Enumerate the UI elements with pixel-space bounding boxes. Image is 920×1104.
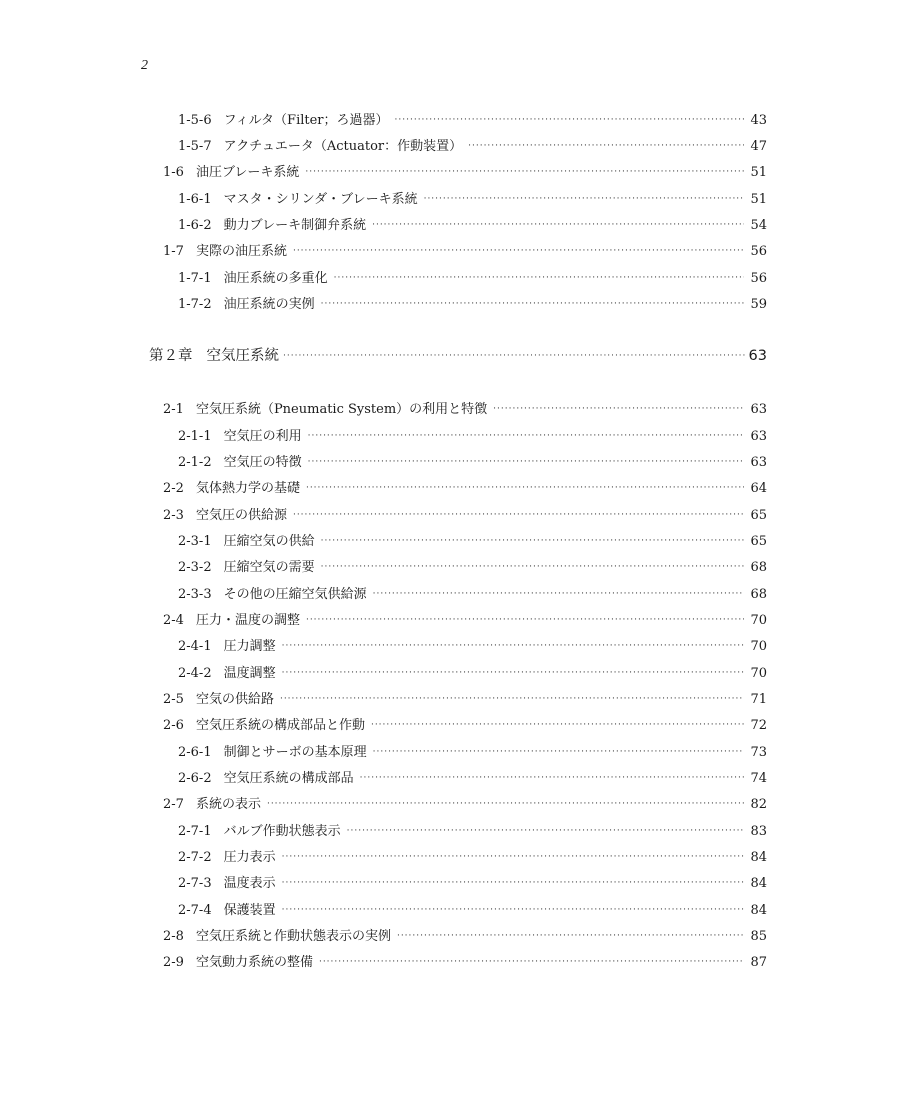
toc-entry-title: フィルタ（Filter；ろ過器） bbox=[223, 113, 389, 128]
toc-entry-title: 空気圧系統（Pneumatic System）の利用と特徴 bbox=[195, 402, 488, 417]
toc-entry bbox=[163, 611, 767, 631]
toc-entry-number: 第２章 bbox=[149, 348, 193, 364]
toc-dot-leader bbox=[282, 663, 745, 683]
toc-entry bbox=[178, 137, 767, 157]
toc-entry bbox=[163, 479, 767, 499]
toc-entry-title: 圧力調整 bbox=[223, 639, 276, 654]
toc-entry-title: 空気圧系統 bbox=[206, 348, 279, 364]
toc-entry-page: 59 bbox=[750, 297, 767, 312]
toc-entry-page: 63 bbox=[750, 455, 767, 470]
toc-entry-page: 71 bbox=[750, 692, 767, 707]
toc-dot-leader bbox=[321, 557, 745, 577]
toc-entry bbox=[178, 532, 767, 552]
toc-entry-page: 70 bbox=[750, 639, 767, 654]
toc-dot-leader bbox=[360, 768, 745, 788]
toc-dot-leader bbox=[321, 294, 745, 314]
toc-entry-number: 2-7-1 bbox=[178, 824, 212, 839]
toc-entry bbox=[163, 400, 767, 420]
toc-entry bbox=[178, 743, 767, 763]
toc-dot-leader bbox=[372, 215, 744, 235]
toc-dot-leader bbox=[306, 478, 745, 498]
toc-entry-page: 65 bbox=[750, 534, 767, 549]
toc-entry-page: 64 bbox=[750, 481, 767, 496]
toc-entry-title: 温度表示 bbox=[223, 876, 276, 891]
toc-dot-leader bbox=[293, 241, 745, 261]
toc-dot-leader bbox=[468, 136, 744, 156]
toc-entry-page: 70 bbox=[750, 666, 767, 681]
toc-entry-title: 油圧ブレーキ系統 bbox=[195, 165, 300, 180]
toc-entry bbox=[163, 953, 767, 973]
toc-entry-title: その他の圧縮空気供給源 bbox=[223, 587, 367, 602]
toc-entry-page: 51 bbox=[750, 165, 767, 180]
toc-entry-title: 空気圧の供給源 bbox=[195, 508, 287, 523]
toc-entry bbox=[178, 269, 767, 289]
toc-entry-page: 63 bbox=[748, 348, 767, 364]
toc-entry bbox=[178, 190, 767, 210]
toc-entry-page: 65 bbox=[750, 508, 767, 523]
toc-entry-title: 油圧系統の多重化 bbox=[223, 271, 328, 286]
toc-entry-number: 2-3-3 bbox=[178, 587, 212, 602]
toc-entry-number: 1-7-2 bbox=[178, 297, 212, 312]
toc-dot-leader bbox=[424, 189, 745, 209]
toc-entry-title: 空気圧の特徴 bbox=[223, 455, 302, 470]
toc-entry-title: マスタ・シリンダ・ブレーキ系統 bbox=[223, 192, 418, 207]
toc-dot-leader bbox=[493, 399, 744, 419]
toc-entry-title: 保護装置 bbox=[223, 903, 276, 918]
toc-entry-number: 2-6-1 bbox=[178, 745, 212, 760]
toc-entry bbox=[178, 664, 767, 684]
toc-entry-number: 1-6-2 bbox=[178, 218, 212, 233]
toc-entry-page: 82 bbox=[750, 797, 767, 812]
toc-dot-leader bbox=[395, 110, 745, 130]
toc-entry bbox=[178, 295, 767, 315]
toc-entry-title: アクチュエータ（Actuator：作動装置） bbox=[223, 139, 463, 154]
toc-entry bbox=[163, 690, 767, 710]
toc-dot-leader bbox=[373, 742, 745, 762]
toc-entry-page: 68 bbox=[750, 560, 767, 575]
toc-entry-number: 1-7-1 bbox=[178, 271, 212, 286]
toc-entry-number: 2-5 bbox=[163, 692, 184, 707]
toc-dot-leader bbox=[280, 689, 745, 709]
toc-entry-title: バルブ作動状態表示 bbox=[223, 824, 341, 839]
toc-entry-number: 2-6-2 bbox=[178, 771, 212, 786]
toc-entry bbox=[178, 901, 767, 921]
toc-dot-leader bbox=[321, 531, 745, 551]
toc-entry-number: 2-4-2 bbox=[178, 666, 212, 681]
toc-entry-page: 87 bbox=[750, 955, 767, 970]
toc-entry-title: 空気動力系統の整備 bbox=[195, 955, 313, 970]
toc-entry bbox=[178, 822, 767, 842]
toc-dot-leader bbox=[282, 636, 745, 656]
toc-dot-leader bbox=[282, 847, 745, 867]
toc-dot-leader bbox=[308, 452, 745, 472]
toc-entry-title: 制御とサーボの基本原理 bbox=[223, 745, 367, 760]
toc-entry-number: 2-1-2 bbox=[178, 455, 212, 470]
toc-entry-title: 空気圧系統の構成部品と作動 bbox=[195, 718, 365, 733]
toc-dot-leader bbox=[397, 926, 745, 946]
toc-entry bbox=[178, 558, 767, 578]
toc-entry bbox=[163, 163, 767, 183]
toc-dot-leader bbox=[293, 505, 745, 525]
toc-entry bbox=[178, 874, 767, 894]
toc-chapter-entry bbox=[149, 346, 767, 366]
toc-entry-number: 1-7 bbox=[163, 244, 184, 259]
toc-entry bbox=[163, 795, 767, 815]
toc-entry-title: 圧縮空気の需要 bbox=[223, 560, 315, 575]
toc-dot-leader bbox=[308, 426, 745, 446]
toc-entry-title: 空気圧の利用 bbox=[223, 429, 302, 444]
toc-entry-number: 2-7-3 bbox=[178, 876, 212, 891]
toc-entry-page: 84 bbox=[750, 876, 767, 891]
toc-entry bbox=[178, 637, 767, 657]
toc-entry-page: 70 bbox=[750, 613, 767, 628]
toc-dot-leader bbox=[347, 821, 745, 841]
toc-entry-number: 2-6 bbox=[163, 718, 184, 733]
toc-entry-number: 1-6-1 bbox=[178, 192, 212, 207]
toc-dot-leader bbox=[305, 162, 744, 182]
toc-entry-title: 系統の表示 bbox=[195, 797, 261, 812]
toc-dot-leader bbox=[283, 346, 745, 366]
toc-dot-leader bbox=[282, 873, 745, 893]
toc-entry-number: 2-7 bbox=[163, 797, 184, 812]
toc-entry-number: 2-3-1 bbox=[178, 534, 212, 549]
toc-dot-leader bbox=[319, 952, 745, 972]
toc-dot-leader bbox=[334, 268, 745, 288]
toc-entry-page: 47 bbox=[750, 139, 767, 154]
toc-entry-number: 2-9 bbox=[163, 955, 184, 970]
toc-entry-page: 56 bbox=[750, 244, 767, 259]
toc-entry-page: 85 bbox=[750, 929, 767, 944]
toc-entry-page: 84 bbox=[750, 903, 767, 918]
toc-entry-page: 72 bbox=[750, 718, 767, 733]
toc-entry bbox=[163, 716, 767, 736]
toc-entry-number: 2-1 bbox=[163, 402, 184, 417]
toc-entry-title: 圧力・温度の調整 bbox=[195, 613, 300, 628]
toc-entry-page: 43 bbox=[750, 113, 767, 128]
toc-dot-leader bbox=[282, 900, 745, 920]
toc-entry-page: 83 bbox=[750, 824, 767, 839]
toc-entry-number: 2-3-2 bbox=[178, 560, 212, 575]
toc-entry bbox=[178, 585, 767, 605]
toc-entry-page: 51 bbox=[750, 192, 767, 207]
toc-entry-page: 73 bbox=[750, 745, 767, 760]
toc-entry-number: 2-4-1 bbox=[178, 639, 212, 654]
toc-entry bbox=[178, 848, 767, 868]
page-number: 2 bbox=[141, 58, 148, 73]
toc-entry-title: 動力ブレーキ制御弁系統 bbox=[223, 218, 367, 233]
toc-entry bbox=[178, 769, 767, 789]
toc-entry-title: 温度調整 bbox=[223, 666, 276, 681]
toc-entry-number: 1-5-6 bbox=[178, 113, 212, 128]
toc-entry-number: 2-8 bbox=[163, 929, 184, 944]
toc-entry-number: 1-5-7 bbox=[178, 139, 212, 154]
toc-entry-title: 圧力表示 bbox=[223, 850, 276, 865]
toc-dot-leader bbox=[371, 715, 745, 735]
toc-entry-number: 2-1-1 bbox=[178, 429, 212, 444]
toc-entry-number: 2-4 bbox=[163, 613, 184, 628]
toc-entry-page: 63 bbox=[750, 402, 767, 417]
toc-entry bbox=[178, 216, 767, 236]
toc-entry-title: 空気の供給路 bbox=[195, 692, 274, 707]
toc-entry-number: 1-6 bbox=[163, 165, 184, 180]
toc-entry-page: 68 bbox=[750, 587, 767, 602]
toc-dot-leader bbox=[306, 610, 745, 630]
toc-entry-number: 2-2 bbox=[163, 481, 184, 496]
toc-entry-page: 54 bbox=[750, 218, 767, 233]
toc-entry bbox=[163, 927, 767, 947]
toc-entry-number: 2-7-4 bbox=[178, 903, 212, 918]
toc-entry-title: 実際の油圧系統 bbox=[195, 244, 287, 259]
toc-entry-title: 気体熱力学の基礎 bbox=[195, 481, 300, 496]
toc-entry-page: 84 bbox=[750, 850, 767, 865]
toc-entry-page: 74 bbox=[750, 771, 767, 786]
toc-entry-title: 油圧系統の実例 bbox=[223, 297, 315, 312]
toc-entry-title: 空気圧系統の構成部品 bbox=[223, 771, 354, 786]
toc-entry-page: 56 bbox=[750, 271, 767, 286]
toc-entry bbox=[178, 111, 767, 131]
toc-entry-number: 2-7-2 bbox=[178, 850, 212, 865]
toc-entry bbox=[178, 453, 767, 473]
toc-entry-title: 圧縮空気の供給 bbox=[223, 534, 315, 549]
toc-entry-title: 空気圧系統と作動状態表示の実例 bbox=[195, 929, 391, 944]
toc-entry-number: 2-3 bbox=[163, 508, 184, 523]
toc-entry bbox=[163, 506, 767, 526]
toc-entry-page: 63 bbox=[750, 429, 767, 444]
toc-dot-leader bbox=[373, 584, 745, 604]
toc-entry bbox=[163, 242, 767, 262]
toc-entry bbox=[178, 427, 767, 447]
toc-dot-leader bbox=[267, 794, 745, 814]
